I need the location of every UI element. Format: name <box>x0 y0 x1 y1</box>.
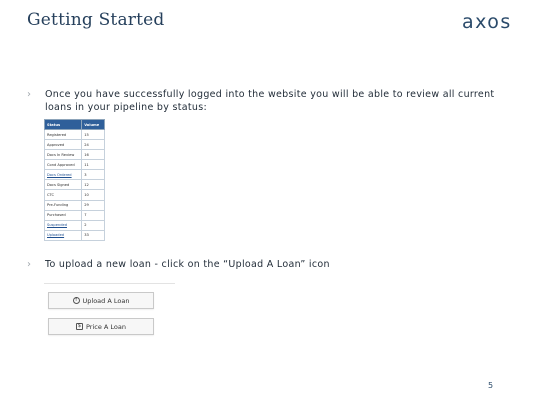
bullet-text-review-loans: Once you have successfully logged into the website you will be able to review all current loans in your pipeline by status: <box>45 89 495 113</box>
status-cell: Approved <box>45 140 82 150</box>
upload-a-loan-button[interactable] <box>48 292 154 309</box>
status-cell: Docs In Review <box>45 150 82 160</box>
bullet-marker: › <box>27 89 31 100</box>
header-volume: Volume <box>82 120 105 130</box>
table-row <box>45 230 105 240</box>
status-cell: Pre-Funding <box>45 200 82 210</box>
price-icon: $ <box>77 323 82 329</box>
status-cell[interactable]: Uploaded <box>45 230 82 240</box>
table-row <box>45 190 105 200</box>
table-body <box>45 130 105 241</box>
count-cell: 2 <box>82 220 105 230</box>
count-cell: 12 <box>82 180 105 190</box>
table-row <box>45 150 105 160</box>
slide-title: Getting Started <box>27 10 165 30</box>
table-row <box>45 170 105 180</box>
table-row <box>45 180 105 190</box>
count-cell: 29 <box>82 200 105 210</box>
count-cell: 10 <box>82 190 105 200</box>
bullet-text-upload-loan: To upload a new loan - click on the “Upload A Loan” icon <box>45 259 330 270</box>
buttons-screenshot <box>44 283 175 339</box>
count-cell: 15 <box>82 130 105 140</box>
count-cell: 7 <box>82 210 105 220</box>
status-cell[interactable]: Suspended <box>45 220 82 230</box>
status-cell: Cond Approved <box>45 160 82 170</box>
table-row <box>45 130 105 140</box>
table-row <box>45 160 105 170</box>
axos-logo <box>462 9 528 33</box>
count-cell: 11 <box>82 160 105 170</box>
table-row <box>45 140 105 150</box>
status-cell: Purchased <box>45 210 82 220</box>
upload-a-loan-label: Upload A Loan <box>82 296 130 305</box>
count-cell: 16 <box>82 150 105 160</box>
status-cell: Docs Signed <box>45 180 82 190</box>
bullet-marker: › <box>27 259 31 270</box>
table-row <box>45 210 105 220</box>
table-row <box>45 220 105 230</box>
price-a-loan-label: Price A Loan <box>85 322 127 331</box>
status-cell[interactable]: Docs Ordered <box>45 170 82 180</box>
table-row <box>45 200 105 210</box>
header-status: Status <box>45 120 82 130</box>
logo-text: axos <box>462 11 512 33</box>
table-header-row <box>45 120 105 130</box>
status-cell: CTC <box>45 190 82 200</box>
count-cell: 24 <box>82 140 105 150</box>
page-number: 5 <box>488 381 494 390</box>
upload-icon: ↑ <box>73 297 79 303</box>
loan-status-table <box>44 119 105 241</box>
count-cell: 3 <box>82 170 105 180</box>
count-cell: 33 <box>82 230 105 240</box>
price-a-loan-button[interactable] <box>48 318 154 335</box>
status-cell: Registered <box>45 130 82 140</box>
